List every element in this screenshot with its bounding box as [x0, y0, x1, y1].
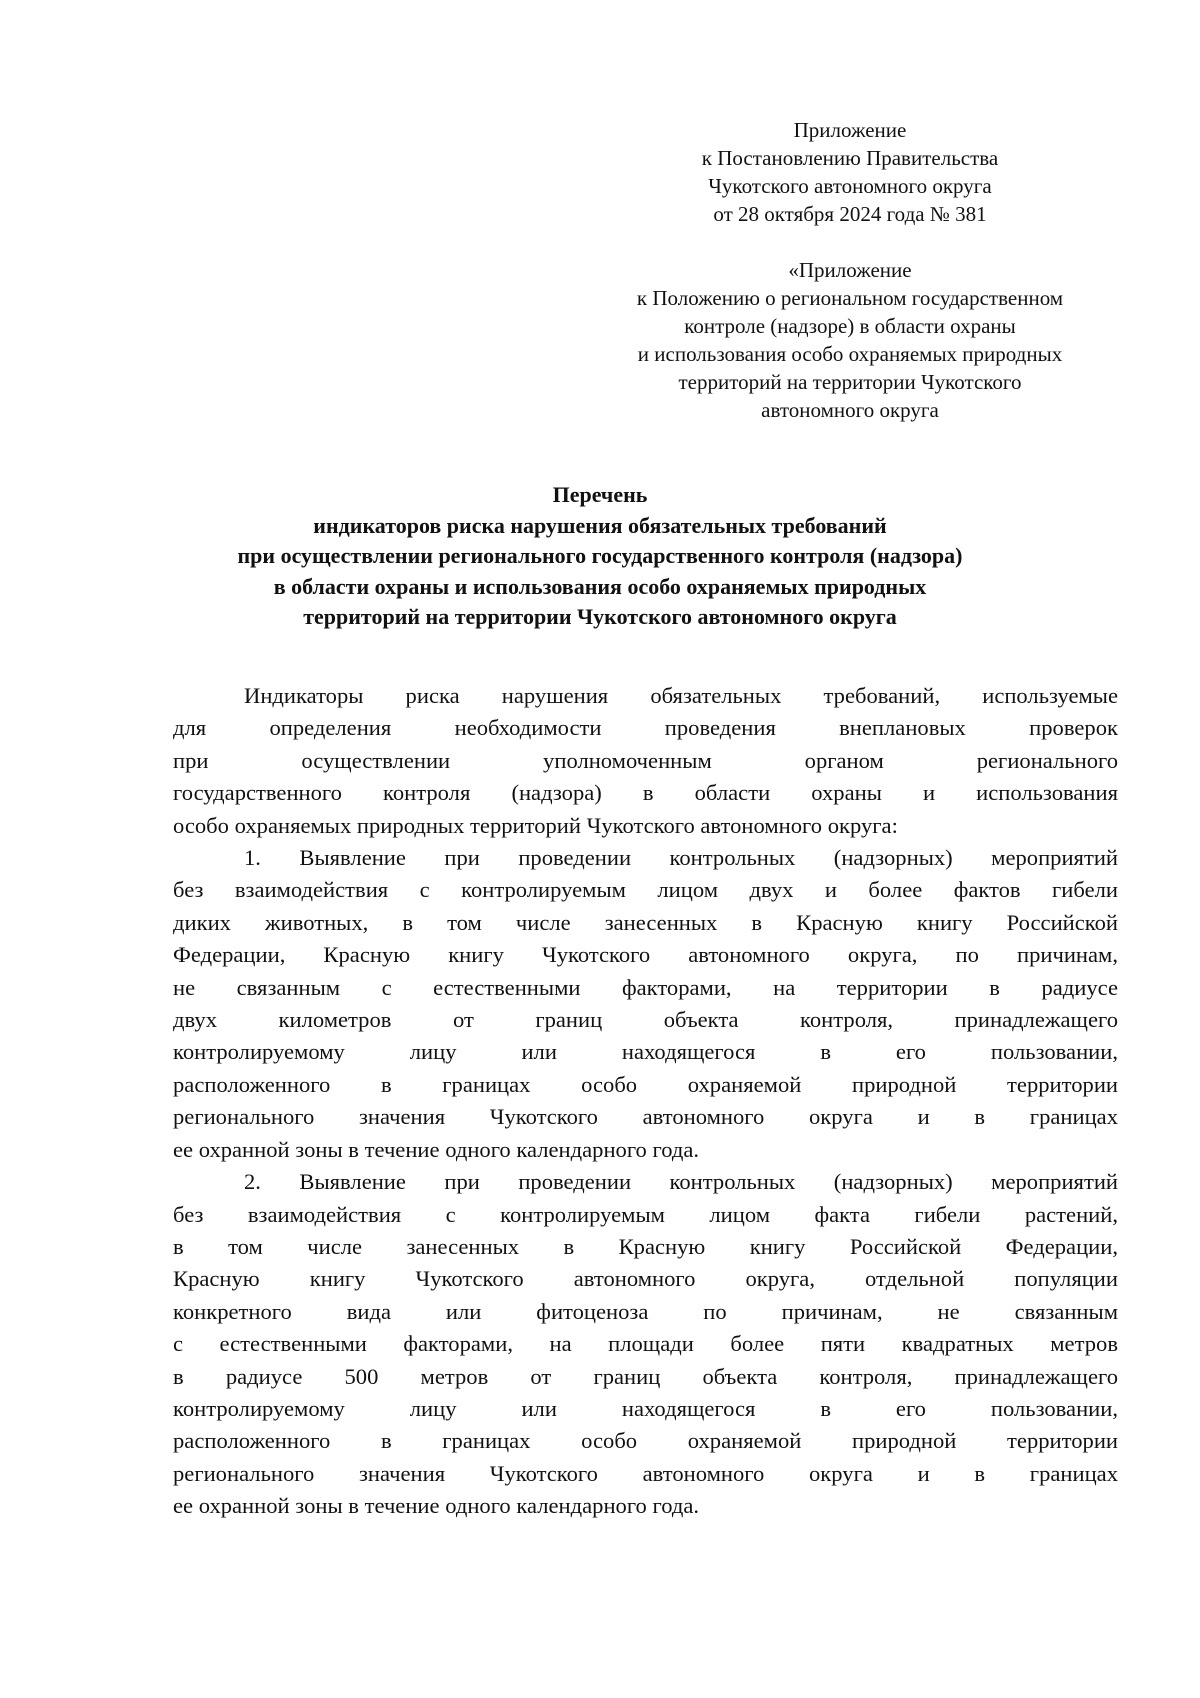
appendix-sub-line: контроле (надзоре) в области охраны	[684, 314, 1016, 338]
paragraph-line: с естественными факторами, на площади более пяти квадратных метров	[173, 1331, 1118, 1357]
paragraph-line: расположенного в границах особо охраняемой природной территории	[173, 1071, 1118, 1097]
title-line: при осуществлении регионального государственного контроля (надзора)	[237, 543, 963, 568]
paragraph-line: особо охраняемых природных территорий Чукотского автономного округа:	[173, 812, 898, 838]
paragraph-line: регионального значения Чукотского автономного округа и в границах	[173, 1460, 1118, 1486]
paragraph-line: контролируемому лицу или находящегося в его пользовании,	[173, 1039, 1118, 1065]
paragraph-line: в том числе занесенных в Красную книгу Российской Федерации,	[173, 1233, 1118, 1259]
paragraph-line: Федерации, Красную книгу Чукотского автономного округа, по причинам,	[173, 942, 1118, 968]
paragraph-line: контролируемому лицу или находящегося в его пользовании,	[173, 1395, 1118, 1421]
paragraph-line: не связанным с естественными факторами, на территории в радиусе	[173, 974, 1118, 1000]
paragraph-line: 2. Выявление при проведении контрольных (надзорных) мероприятий	[244, 1169, 1118, 1195]
document-body	[173, 680, 1118, 1523]
appendix-header-line: Чукотского автономного округа	[708, 174, 992, 198]
list-item-1	[173, 842, 1118, 1166]
list-item-2	[173, 1166, 1118, 1522]
appendix-sub-line: территорий на территории Чукотского	[678, 370, 1022, 394]
paragraph-line: государственного контроля (надзора) в области охраны и использования	[173, 780, 1118, 806]
paragraph-line: диких животных, в том числе занесенных в Красную книгу Российской	[173, 909, 1118, 935]
paragraph-line: Индикаторы риска нарушения обязательных требований, используемые	[244, 683, 1118, 708]
appendix-sub-line: к Положению о региональном государственном	[636, 286, 1064, 310]
appendix-sub-line: автономного округа	[761, 398, 939, 422]
paragraph-line: 1. Выявление при проведении контрольных (надзорных) мероприятий	[244, 845, 1118, 871]
appendix-header-line: от 28 октября 2024 года № 381	[713, 202, 987, 226]
appendix-header	[640, 116, 1060, 228]
appendix-sub-line: и использования особо охраняемых природных	[637, 342, 1063, 366]
paragraph-line: в радиусе 500 метров от границ объекта контроля, принадлежащего	[173, 1363, 1118, 1389]
paragraph-line: конкретного вида или фитоценоза по причинам, не связанным	[173, 1298, 1118, 1324]
title-line: в области охраны и использования особо охраняемых природных	[273, 573, 927, 599]
appendix-header-line: Приложение	[793, 118, 907, 142]
paragraph-line: при осуществлении уполномоченным органом регионального	[173, 747, 1118, 773]
appendix-subheader	[590, 256, 1110, 424]
paragraph-line: без взаимодействия с контролируемым лицом факта гибели растений,	[173, 1201, 1118, 1227]
paragraph-line: Красную книгу Чукотского автономного округа, отдельной популяции	[173, 1266, 1118, 1292]
paragraph-line: двух километров от границ объекта контроля, принадлежащего	[173, 1007, 1118, 1033]
document-title	[150, 480, 1050, 633]
title-line: территорий на территории Чукотского автономного округа	[303, 604, 897, 629]
paragraph-line: без взаимодействия с контролируемым лицом двух и более фактов гибели	[173, 877, 1118, 903]
intro-paragraph	[173, 680, 1118, 842]
paragraph-line: для определения необходимости проведения внеплановых проверок	[173, 715, 1118, 741]
paragraph-line: ее охранной зоны в течение одного календарного года.	[173, 1493, 700, 1519]
paragraph-line: расположенного в границах особо охраняемой природной территории	[173, 1428, 1118, 1454]
appendix-sub-line: «Приложение	[788, 258, 912, 282]
title-line: индикаторов риска нарушения обязательных требований	[313, 512, 887, 538]
paragraph-line: регионального значения Чукотского автономного округа и в границах	[173, 1104, 1118, 1130]
appendix-header-line: к Постановлению Правительства	[701, 146, 999, 170]
paragraph-line: ее охранной зоны в течение одного календарного года.	[173, 1136, 700, 1162]
title-line: Перечень	[552, 482, 648, 507]
